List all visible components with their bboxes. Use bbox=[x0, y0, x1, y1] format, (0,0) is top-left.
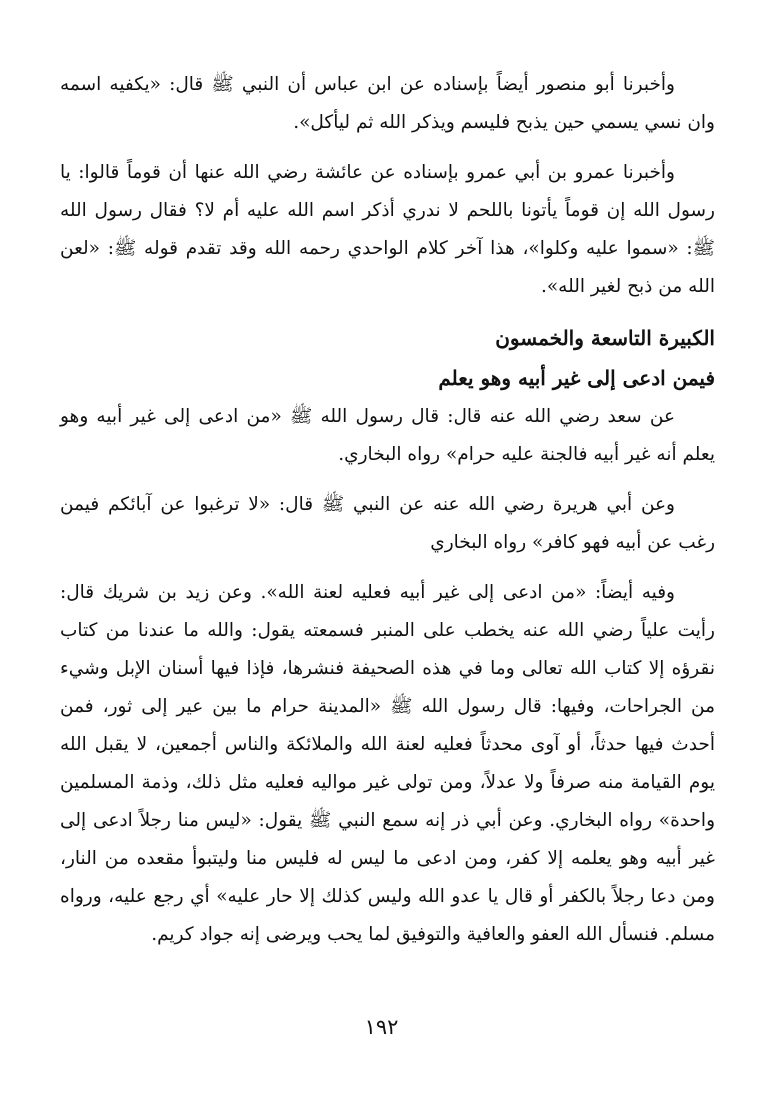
paragraph-3-text: عن سعد رضي الله عنه قال: قال رسول الله ﷺ «من ادعى إلى غير أبيه وهو يعلم أنه غير أبيه فالجنة عليه حرام» رواه البخاري. bbox=[60, 406, 715, 465]
paragraph-4-text: وعن أبي هريرة رضي الله عنه عن النبي ﷺ قال: «لا ترغبوا عن آبائكم فيمن رغب عن أبيه فهو كافر» رواه البخاري bbox=[60, 494, 715, 553]
paragraph-5 bbox=[60, 574, 715, 954]
page-body bbox=[60, 66, 715, 966]
chapter-title: الكبيرة التاسعة والخمسون bbox=[495, 326, 715, 350]
paragraph-5-text: وفيه أيضاً: «من ادعى إلى غير أبيه فعليه لعنة الله». وعن زيد بن شريك قال: رأيت علياً رضي الله عنه يخطب على المنبر فسمعته يقول: والله ما عندنا من كتاب نقرؤه إلا كتاب الله تعالى وما في هذه الصحيفة فنشرها، فإذا فيها أسنان الإبل وشيء من الجراحات، وفيها: قال رسول الله ﷺ «المدينة حرام ما بين عير إلى ثور، فمن أحدث فيها حدثاً، أو آوى محدثاً فعليه لعنة الله والملائكة والناس أجمعين، لا يقبل الله يوم القيامة منه صرفاً ولا عدلاً، ومن تولى غير مواليه فعليه مثل ذلك، وذمة المسلمين واحدة» رواه البخاري. وعن أبي ذر إنه سمع النبي ﷺ يقول: «ليس منا رجلاً ادعى إلى غير أبيه وهو يعلمه إلا كفر، ومن ادعى ما ليس له فليس منا وليتبوأ مقعده من النار، ومن دعا رجلاً بالكفر أو قال يا عدو الله وليس كذلك إلا حار عليه» أي رجع عليه، ورواه مسلم. فنسأل الله العفو والعافية والتوفيق لما يحب ويرضى إنه جواد كريم. bbox=[60, 582, 715, 945]
page-number: ١٩٢ bbox=[364, 1015, 399, 1039]
paragraph-3 bbox=[60, 398, 715, 474]
paragraph-1-text: وأخبرنا أبو منصور أيضاً بإسناده عن ابن عباس أن النبي ﷺ قال: «يكفيه اسمه وان نسي يسمي حين يذبح فليسم ويذكر الله ثم ليأكل». bbox=[60, 74, 715, 133]
paragraph-1 bbox=[60, 66, 715, 142]
paragraph-2-text: وأخبرنا عمرو بن أبي عمرو بإسناده عن عائشة رضي الله عنها أن قوماً قالوا: يا رسول الله إن قوماً يأتونا باللحم لا ندري أذكر اسم الله عليه أم لا؟ فقال رسول الله ﷺ: «سموا عليه وكلوا»، هذا آخر كلام الواحدي رحمه الله وقد تقدم قوله ﷺ: «لعن الله من ذبح لغير الله». bbox=[60, 162, 715, 297]
paragraph-2 bbox=[60, 154, 715, 306]
paragraph-4 bbox=[60, 486, 715, 562]
chapter-subtitle: فيمن ادعى إلى غير أبيه وهو يعلم bbox=[438, 366, 715, 390]
